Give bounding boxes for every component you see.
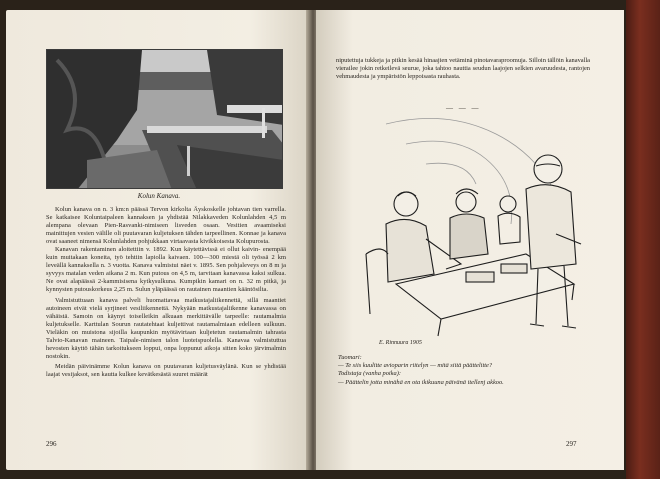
right-page (316, 10, 624, 470)
canal-photo (46, 49, 283, 189)
cartoon-dialogue (338, 354, 592, 387)
dialogue-line: Todistaja (vanha poika): (338, 370, 401, 378)
canal-photo-image (47, 50, 283, 189)
right-intro-text: niputettuja tukkeja ja pitkin kesää hinaajien vetäminä pinotavaraproomuja. Silloin tällöin kanavalla vierailee jokin retkeilevä seurue, joka tahtoo nauttia seudun laajojen selkien avaruudesta, rantojen vehmaudesta ja ympäristön leppoisasta rauhasta. (336, 57, 590, 81)
section-separator: — — — (446, 104, 481, 112)
page-number: 296 (46, 440, 57, 448)
courtroom-cartoon (326, 114, 586, 339)
book-cover-edge (626, 0, 660, 479)
paragraph: Kolun kanava on n. 3 km:n päässä Tervon kirkolta Äyskoskelle johtavan tien varrella. Se katkaisee Koluntaipaleen kannaksen ja yhdistää Nilakkaveden Kolunlahden 4,5 m alempana olevaan Pien-Rasvanki-nimiseen lisveden osaan. Vesitien avaamiseksi mainittujen vesien välille oli puutavaran kuljetuksen tähden tarpeellinen. Konnae ja kanava ovat saaneet nimensä Kolunlahden pohjukkaan virtaavasta kivikkoisesta Kolupurosta. (46, 206, 286, 246)
paragraph: Kanavan rakentaminen aloitettiin v. 1892. Kun käytettävissä ei ollut kaivin- enempää kuin muitakaan koneita, työ tehtiin lapiolla kaivaen. 100—300 miestä oli työssä 2 km leveällä kannaksella n. 3 vuotta. Kanava valmistui näet v. 1895. Sen pohjaleveys on 8 m ja syvyys matalan veden aikana 2 m. Kun putous on 4,5 m, tarvitaan kanavassa kaksi sulkua. Ne ovat alapäässä 2-kammisisena kytkysulkuna. Kumpikin kamari on n. 32 m pitkä, ja kynnysten putouskorkeus 2,25 m. Sulun yläpäässä on rautainen maantien kääntösilta. (46, 246, 286, 294)
cartoon-illustration (326, 114, 586, 339)
photo-caption: Kolun Kanava. (137, 192, 181, 200)
paragraph: Meidän päivinämme Kolun kanava on puutavaran kuljetusväylänä. Kun se yhdistää laajat vesijaksot, sen kautta kulkee kevätkesästä suuret määrät (46, 362, 286, 378)
artist-signature: E. Rinnuura 1905 (379, 340, 422, 346)
dialogue-line: Tuomari: (338, 354, 362, 361)
dialogue-line: — Te siis kuulitte avioparin riitelyn — mitä siitä päättelitte? (338, 362, 493, 370)
paragraph: Valmistuttuaan kanava palveli huomattavaa matkustajaliikennettä, sillä maantiet autoineen eivät vielä syrjineet vesiliikennettä. Nykyään matkustajaliikenne kanavassa on vähäistä. Samoin on käynyt toiselleikin alkuaan merkittävälle tarpeelle: rautamalmia kuljetukselle. Karttulan Sourun rautatehtaat kuljettivat rautamalmiaan edelleen sulkuun. Vieläkin on muistona sijoilla kaupunkin myötävirtaan kuljetetun rautamalmin tahrasta Talvio-Kanavan maineen. Taipale-nimisen talon luoteispuolella. Kanavaa valmistuttua hevosten käyttö tähän tarkoitukseen loppui, onpa loppunut aikoja sitten koko järvimalmin nostokin. (46, 296, 286, 360)
page-number: 297 (566, 440, 577, 448)
left-body-text (46, 206, 286, 379)
left-page (6, 10, 312, 470)
dialogue-line: — Päättelin jotta minähä en ota ikikuuna päivänä itellenj akkoo. (338, 378, 504, 386)
